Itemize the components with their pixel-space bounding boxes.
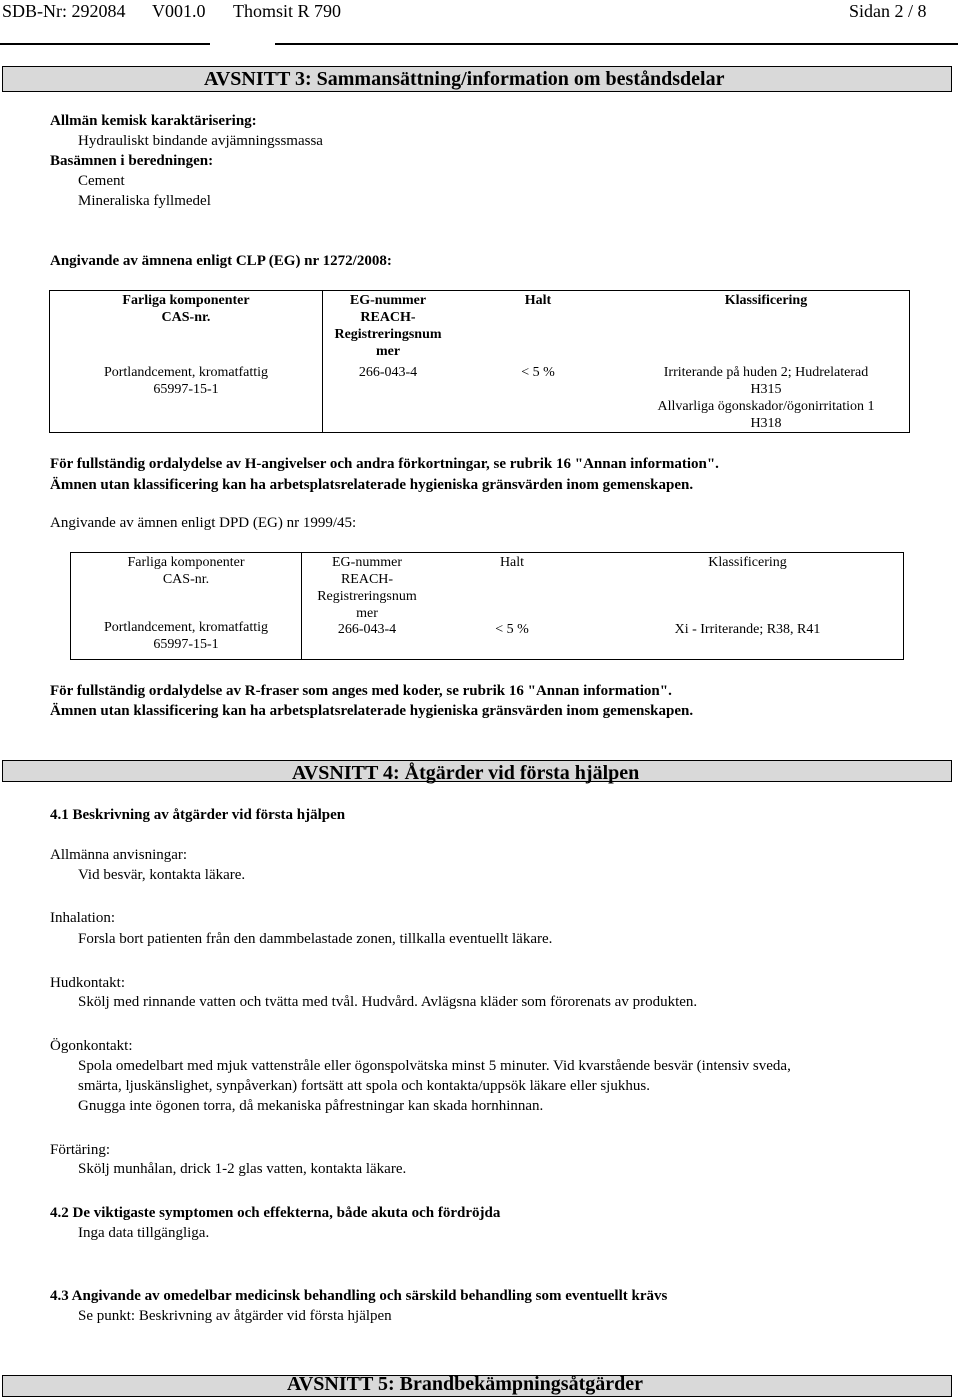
dpd-head-halt: Halt (499, 555, 525, 570)
subsection-4-3-text: Se punkt: Beskrivning av åtgärder vid första hjälpen (78, 1308, 392, 1324)
header-page-number: Sidan 2 / 8 (849, 1, 927, 21)
subsection-4-2-text: Inga data tillgängliga. (78, 1225, 210, 1241)
clp-note-fulltext: För fullständig ordalydelse av H-angivelser och andra förkortningar, se rubrik 16 "Annan information". (50, 456, 719, 472)
inhalation-text: Forsla bort patienten från den dammbelastade zonen, tillkalla eventuellt läkare. (78, 931, 553, 947)
dpd-col-class (592, 553, 904, 660)
clp-heading: Angivande av ämnena enligt CLP (EG) nr 1272/2008: (50, 253, 392, 269)
clp-row-class: Allvarliga ögonskador/ögonirritation 1 (657, 399, 875, 414)
clp-head-class: Klassificering (724, 293, 808, 308)
subsection-4-3: 4.3 Angivande av omedelbar medicinsk behandling och särskild behandling som eventuellt krävs (50, 1288, 668, 1304)
section-3-title: AVSNITT 3: Sammansättning/information om beståndsdelar (204, 68, 725, 90)
dpd-row-halt: < 5 % (495, 622, 529, 637)
dpd-col-components (71, 553, 302, 660)
eye-contact-text: smärta, ljuskänslighet, synpåverkan) fortsätt att spola och kontakta/uppsök läkare eller sjukhus. (78, 1078, 650, 1094)
dpd-head-cas: CAS-nr. (162, 572, 210, 587)
dpd-note-fulltext: För fullständig ordalydelse av R-fraser som anges med koder, se rubrik 16 "Annan information". (50, 683, 672, 699)
chemical-characterization-heading: Allmän kemisk karaktärisering: (50, 113, 257, 129)
ingestion-text: Skölj munhålan, drick 1-2 glas vatten, kontakta läkare. (78, 1161, 407, 1177)
clp-row-name: Portlandcement, kromatfattig (103, 365, 269, 380)
header-divider-right (275, 43, 958, 45)
header-sdb-number: SDB-Nr: 292084 (2, 1, 126, 21)
skin-contact-text: Skölj med rinnande vatten och tvätta med tvål. Hudvård. Avlägsna kläder som förorenats av produkten. (78, 994, 698, 1010)
header-divider-left (0, 43, 210, 45)
clp-row-eg: 266-043-4 (358, 365, 418, 380)
clp-head-halt: Halt (524, 293, 552, 308)
inhalation-label: Inhalation: (50, 910, 115, 926)
dpd-note-unclassified: Ämnen utan klassificering kan ha arbetsplatsrelaterade hygieniska gränsvärden inom gemenskapen. (50, 703, 694, 719)
clp-head-cas: CAS-nr. (161, 310, 211, 325)
clp-col-class (623, 291, 910, 433)
dpd-heading: Angivande av ämnen enligt DPD (EG) nr 1999/45: (50, 515, 357, 531)
base-substance-item: Mineraliska fyllmedel (78, 193, 211, 209)
clp-components-table (49, 290, 910, 433)
clp-row-class: H318 (750, 416, 782, 431)
general-advice-label: Allmänna anvisningar: (50, 847, 188, 863)
subsection-4-2: 4.2 De viktigaste symptomen och effekterna, både akuta och fördröjda (50, 1205, 501, 1221)
clp-row-class: H315 (750, 382, 782, 397)
clp-head-eg: REACH- (360, 310, 416, 325)
skin-contact-label: Hudkontakt: (50, 975, 125, 991)
clp-col-components (50, 291, 323, 433)
clp-col-eg (323, 291, 454, 433)
dpd-row-class: Xi - Irriterande; R38, R41 (674, 622, 821, 637)
eye-contact-text: Spola omedelbart med mjuk vattenstråle eller ögonspolvätska minst 5 minuter. Vid kvarstående besvär (intensiv sveda, (78, 1058, 791, 1074)
dpd-row-name: Portlandcement, kromatfattig (103, 620, 269, 635)
subsection-4-1: 4.1 Beskrivning av åtgärder vid första hjälpen (50, 807, 346, 823)
clp-note-unclassified: Ämnen utan klassificering kan ha arbetsplatsrelaterade hygieniska gränsvärden inom gemenskapen. (50, 477, 694, 493)
header-version: V001.0 (152, 1, 206, 21)
dpd-head-eg: REACH- (340, 572, 394, 587)
clp-head-eg: EG-nummer (349, 293, 427, 308)
header-product-name: Thomsit R 790 (233, 1, 342, 21)
clp-row-halt: < 5 % (521, 365, 555, 380)
clp-head-eg: Registreringsnum (334, 327, 442, 342)
dpd-components-table (70, 552, 904, 660)
ingestion-label: Förtäring: (50, 1142, 110, 1158)
clp-head-components: Farliga komponenter (122, 293, 250, 308)
dpd-head-class: Klassificering (708, 555, 787, 570)
clp-row-class: Irriterande på huden 2; Hudrelaterad (663, 365, 869, 380)
section-5-title: AVSNITT 5: Brandbekämpningsåtgärder (287, 1373, 644, 1395)
section-4-title: AVSNITT 4: Åtgärder vid första hjälpen (292, 762, 640, 784)
eye-contact-label: Ögonkontakt: (50, 1038, 133, 1054)
dpd-head-eg: mer (356, 606, 378, 621)
dpd-row-cas: 65997-15-1 (153, 637, 219, 652)
dpd-head-components: Farliga komponenter (127, 555, 245, 570)
clp-row-cas: 65997-15-1 (153, 382, 219, 397)
dpd-head-eg: EG-nummer (332, 555, 402, 570)
base-substances-heading: Basämnen i beredningen: (50, 153, 214, 169)
dpd-head-eg: Registreringsnum (317, 589, 417, 604)
base-substance-item: Cement (78, 173, 125, 189)
dpd-row-eg: 266-043-4 (337, 622, 397, 637)
clp-col-halt (453, 291, 623, 433)
dpd-col-eg (302, 553, 433, 660)
eye-contact-text: Gnugga inte ögonen torra, då mekaniska påfrestningar kan skada hornhinnan. (78, 1098, 544, 1114)
general-advice-text: Vid besvär, kontakta läkare. (78, 867, 246, 883)
clp-head-eg: mer (375, 344, 401, 359)
chemical-characterization-value: Hydrauliskt bindande avjämningssmassa (78, 133, 323, 149)
dpd-col-halt (432, 553, 592, 660)
